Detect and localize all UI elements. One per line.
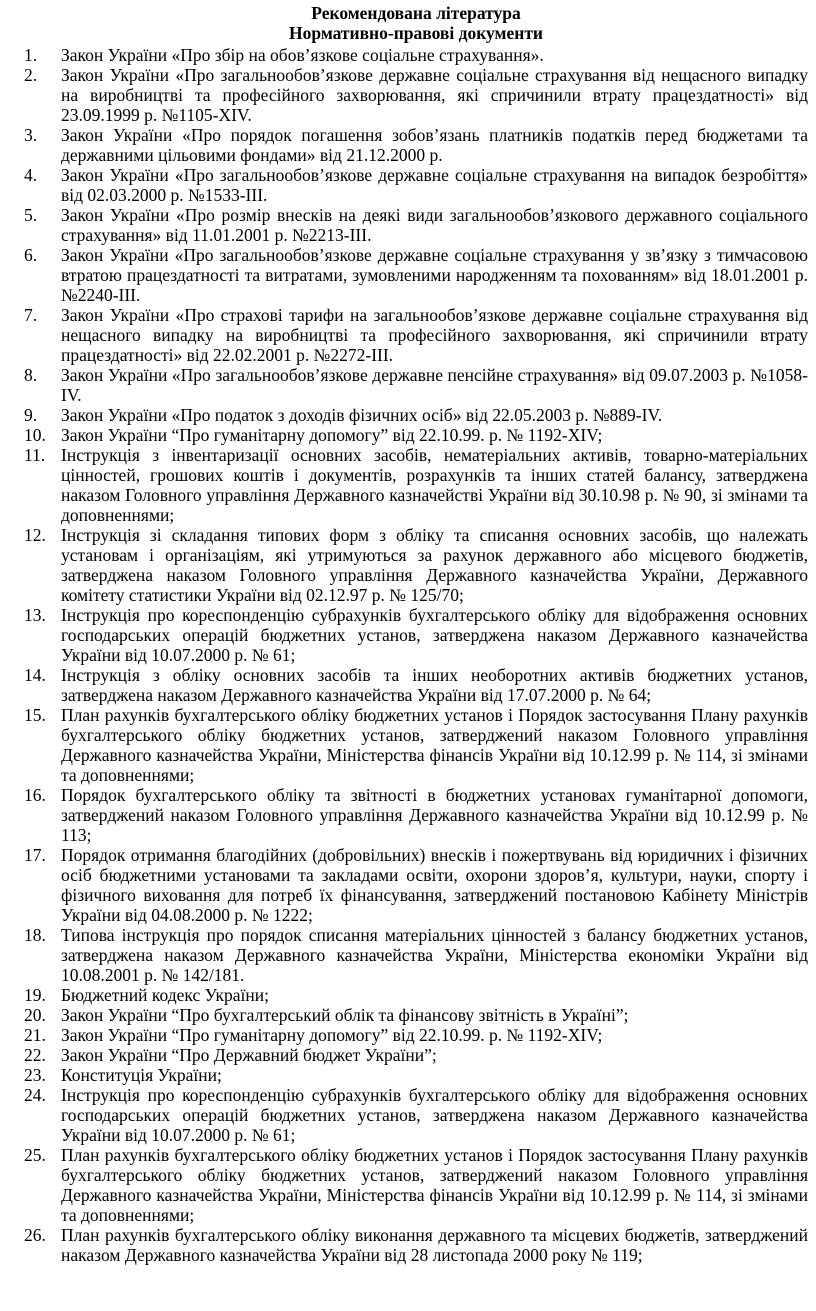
reference-item (24, 405, 808, 425)
reference-number: 25. (24, 1145, 46, 1165)
reference-text: План рахунків бухгалтерського обліку бюджетних установ і Порядок застосування Плану рахунків бухгалтерського обліку бюджетних установ, затверджений наказом Головного управління Державного казначейства України, Міністерства фінансів України від 10.12.99 р. № 114, зі змінами та доповненнями; (61, 705, 808, 785)
reference-text: Закон України «Про розмір внесків на деякі види загальнообов’язкового державного соціального страхування» від 11.01.2001 р. №2213-III. (61, 205, 808, 245)
reference-text: Конституція України; (61, 1065, 222, 1085)
reference-text: План рахунків бухгалтерського обліку виконання державного та місцевих бюджетів, затверджений наказом Державного казначейства України від 28 листопада 2000 року № 119; (61, 1225, 808, 1265)
reference-item (24, 665, 808, 705)
reference-item (24, 125, 808, 165)
reference-item (24, 65, 808, 125)
reference-number: 11. (24, 445, 46, 465)
reference-item (24, 605, 808, 665)
reference-item (24, 785, 808, 845)
reference-item (24, 1065, 808, 1085)
reference-text: Типова інструкція про порядок списання матеріальних цінностей з балансу бюджетних установ, затверджена наказом Державного казначейства України, Міністерства економіки України від 10.08.2001 р. № 142/181. (61, 925, 808, 985)
reference-text: Закон України «Про загальнообов’язкове державне соціальне страхування на випадок безробіття» від 02.03.2000 р. №1533-III. (61, 165, 808, 205)
reference-number: 17. (24, 845, 46, 865)
reference-item (24, 985, 808, 1005)
reference-item (24, 1045, 808, 1065)
reference-text: Закон України “Про гуманітарну допомогу” від 22.10.99. р. № 1192-XIV; (61, 425, 603, 445)
reference-text: Закон України «Про загальнообов’язкове державне соціальне страхування у зв’язку з тимчасовою втратою працездатності та витратами, зумовленими народженням та похованням» від 18.01.2001 р. №2240-III. (61, 245, 808, 305)
reference-text: Інструкція з обліку основних засобів та інших необоротних активів бюджетних установ, затверджена наказом Державного казначейства України від 17.07.2000 р. № 64; (61, 665, 808, 705)
reference-item (24, 845, 808, 925)
reference-item (24, 1225, 808, 1265)
reference-number: 21. (24, 1025, 46, 1045)
reference-text: Закон України “Про Державний бюджет України”; (61, 1045, 437, 1065)
reference-text: План рахунків бухгалтерського обліку бюджетних установ і Порядок застосування Плану рахунків бухгалтерського обліку бюджетних установ, затверджений наказом Головного управління Державного казначейства України, Міністерства фінансів України від 10.12.99 р. № 114, зі змінами та доповненнями; (61, 1145, 808, 1225)
reference-text: Порядок отримання благодійних (добровільних) внесків і пожертвувань від юридичних і фізичних осіб бюджетними установами та закладами освіти, охорони здоров’я, культури, науки, спорту і фізичного виховання для потреб їх фінансування, затверджений постановою Кабінету Міністрів України від 04.08.2000 р. № 1222; (61, 845, 808, 925)
page-title: Рекомендована література (311, 3, 521, 23)
reference-text: Закон України «Про порядок погашення зобов’язань платників податків перед бюджетами та державними цільовими фондами» від 21.12.2000 р. (61, 125, 808, 165)
reference-list (24, 45, 808, 1265)
reference-number: 23. (24, 1065, 46, 1085)
reference-text: Закон України «Про загальнообов’язкове державне пенсійне страхування» від 09.07.2003 р. №1058-IV. (61, 365, 808, 405)
reference-item (24, 1025, 808, 1045)
reference-text: Закон України “Про бухгалтерський облік та фінансову звітність в Україні”; (61, 1005, 629, 1025)
reference-text: Бюджетний кодекс України; (61, 985, 269, 1005)
reference-item (24, 365, 808, 405)
reference-number: 3. (24, 125, 38, 145)
reference-text: Інструкція з інвентаризації основних засобів, нематеріальних активів, товарно-матеріальних цінностей, грошових коштів і документів, розрахунків та інших статей балансу, затверджена наказом Головного управління Державного казначействі України від 30.10.98 р. № 90, зі змінами та доповненнями; (61, 445, 808, 525)
reference-item (24, 45, 808, 65)
reference-text: Закон України «Про податок з доходів фізичних осіб» від 22.05.2003 р. №889-IV. (61, 405, 663, 425)
reference-number: 14. (24, 665, 46, 685)
reference-number: 4. (24, 165, 38, 185)
reference-item (24, 165, 808, 205)
reference-number: 15. (24, 705, 46, 725)
reference-text: Інструкція про кореспонденцію субрахунків бухгалтерського обліку для відображення основних господарських операцій бюджетних установ, затверджена наказом Державного казначейства України від 10.07.2000 р. № 61; (61, 605, 808, 665)
reference-text: Порядок бухгалтерського обліку та звітності в бюджетних установах гуманітарної допомоги, затверджений наказом Головного управління Державного казначейства України від 10.12.99 р. № 113; (61, 785, 808, 845)
reference-item (24, 1085, 808, 1145)
reference-item (24, 1145, 808, 1225)
reference-item (24, 425, 808, 445)
reference-number: 26. (24, 1225, 46, 1245)
reference-number: 22. (24, 1045, 46, 1065)
reference-number: 7. (24, 305, 38, 325)
reference-number: 2. (24, 65, 38, 85)
reference-item (24, 705, 808, 785)
reference-item (24, 1005, 808, 1025)
reference-number: 5. (24, 205, 38, 225)
reference-text: Інструкція про кореспонденцію субрахунків бухгалтерського обліку для відображення основних господарських операцій бюджетних установ, затверджена наказом Державного казначейства України від 10.07.2000 р. № 61; (61, 1085, 808, 1145)
reference-number: 13. (24, 605, 46, 625)
reference-number: 1. (24, 45, 38, 65)
reference-item (24, 245, 808, 305)
reference-item (24, 525, 808, 605)
reference-number: 20. (24, 1005, 46, 1025)
reference-number: 24. (24, 1085, 46, 1105)
reference-item (24, 305, 808, 365)
reference-text: Інструкція зі складання типових форм з обліку та списання основних засобів, що належать установам і організаціям, які утримуються за рахунок державного або місцевого бюджетів, затверджена наказом Головного управління Державного казначейства України, Державного комітету статистики України від 02.12.97 р. № 125/70; (61, 525, 808, 605)
reference-number: 16. (24, 785, 46, 805)
reference-number: 6. (24, 245, 38, 265)
reference-text: Закон України «Про загальнообов’язкове державне соціальне страхування від нещасного випадку на виробництві та професійного захворювання, які спричинили втрату працездатності» від 23.09.1999 р. №1105-XIV. (61, 65, 808, 125)
reference-number: 12. (24, 525, 46, 545)
reference-text: Закон України «Про страхові тарифи на загальнообов’язкове державне соціальне страхування від нещасного випадку на виробництві та професійного захворювання, які спричинили втрату працездатності» від 22.02.2001 р. №2272-III. (61, 305, 808, 365)
reference-text: Закон України «Про збір на обов’язкове соціальне страхування». (61, 45, 544, 65)
section-subtitle: Нормативно-правові документи (288, 23, 544, 43)
reference-number: 8. (24, 365, 38, 385)
reference-item (24, 205, 808, 245)
reference-number: 9. (24, 405, 38, 425)
reference-number: 18. (24, 925, 46, 945)
reference-item (24, 925, 808, 985)
reference-number: 10. (24, 425, 46, 445)
reference-item (24, 445, 808, 525)
reference-text: Закон України “Про гуманітарну допомогу” від 22.10.99. р. № 1192-XIV; (61, 1025, 603, 1045)
reference-number: 19. (24, 985, 46, 1005)
